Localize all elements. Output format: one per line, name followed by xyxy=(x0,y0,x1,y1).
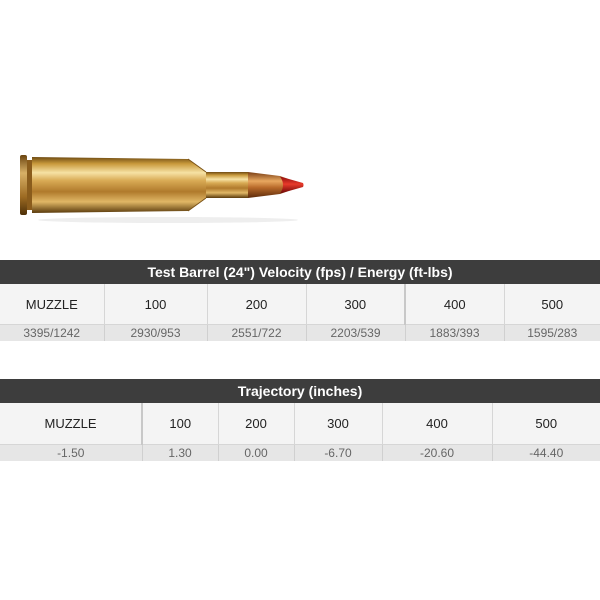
column-header: 300 xyxy=(306,284,405,325)
column-header: 200 xyxy=(218,403,294,445)
velocity-table-grid xyxy=(0,284,600,341)
table-cell: -6.70 xyxy=(294,445,382,462)
table-cell: -44.40 xyxy=(492,445,600,462)
table-cell: 2203/539 xyxy=(306,325,405,342)
column-header: 400 xyxy=(382,403,492,445)
trajectory-table-grid xyxy=(0,403,600,461)
trajectory-header-row xyxy=(0,403,600,445)
column-header: MUZZLE xyxy=(0,403,142,445)
column-header: MUZZLE xyxy=(0,284,104,325)
trajectory-table xyxy=(0,379,600,461)
table-cell: -1.50 xyxy=(0,445,142,462)
column-header: 300 xyxy=(294,403,382,445)
velocity-table-title: Test Barrel (24") Velocity (fps) / Energy (ft-lbs) xyxy=(0,260,600,284)
column-header: 400 xyxy=(405,284,504,325)
trajectory-table-title: Trajectory (inches) xyxy=(0,379,600,403)
table-cell: 2551/722 xyxy=(207,325,306,342)
column-header: 500 xyxy=(492,403,600,445)
column-header: 200 xyxy=(207,284,306,325)
column-header: 100 xyxy=(142,403,218,445)
velocity-header-row xyxy=(0,284,600,325)
column-header: 500 xyxy=(504,284,600,325)
table-cell: 1.30 xyxy=(142,445,218,462)
table-cell: 0.00 xyxy=(218,445,294,462)
table-cell: 1883/393 xyxy=(405,325,504,342)
velocity-energy-table xyxy=(0,260,600,341)
cartridge-image xyxy=(18,150,308,225)
table-cell: -20.60 xyxy=(382,445,492,462)
table-cell: 2930/953 xyxy=(104,325,207,342)
column-header: 100 xyxy=(104,284,207,325)
table-cell: 1595/283 xyxy=(504,325,600,342)
trajectory-value-row xyxy=(0,445,600,462)
cartridge-illustration xyxy=(18,150,308,225)
velocity-value-row xyxy=(0,325,600,342)
table-cell: 3395/1242 xyxy=(0,325,104,342)
